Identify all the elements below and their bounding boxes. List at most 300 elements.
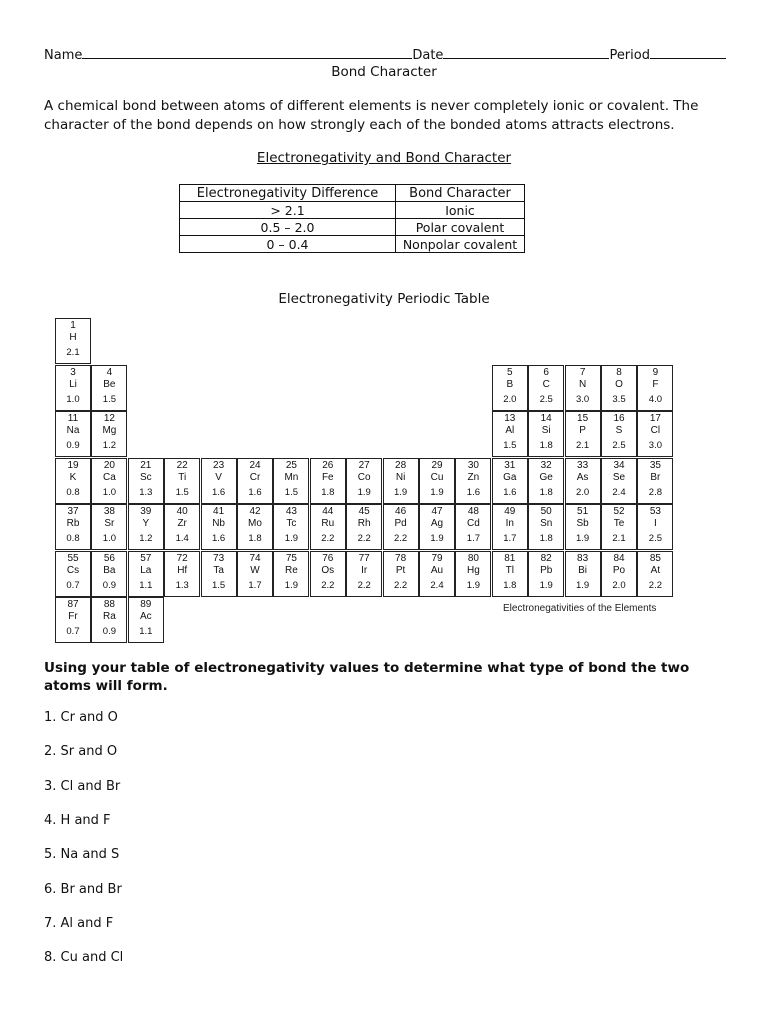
element-cell-sr [91,504,127,550]
atomic-number: 87 [67,599,79,610]
periodic-table-title: Electronegativity Periodic Table [278,291,490,307]
column-header: Bond Character [396,185,525,202]
atomic-number: 4 [106,366,113,378]
electronegativity-value: 1.9 [539,579,553,591]
electronegativity-value: 1.3 [175,579,189,591]
electronegativity-value: 2.0 [503,393,517,405]
element-cell-h [55,318,91,364]
electronegativity-value: 2.4 [612,486,626,498]
electronegativity-value: 2.2 [393,533,408,544]
element-cell-ac [128,597,164,643]
electronegativity-value: 2.5 [612,440,626,451]
electronegativity-value: 1.5 [102,393,116,405]
element-symbol: Cl [650,425,661,436]
question-item: 3. Cl and Br [44,778,121,794]
student-info-header [44,46,724,63]
atomic-number: 23 [213,459,225,471]
element-cell-mg [91,411,127,457]
atomic-number: 41 [213,506,225,517]
electronegativity-value: 1.8 [539,440,553,451]
electronegativity-value: 0.7 [66,626,80,637]
element-cell-fe [310,458,346,504]
electronegativity-value: 0.8 [66,486,80,498]
element-cell-rb [55,504,91,550]
atomic-number: 84 [613,552,625,564]
electronegativity-value: 0.9 [102,626,116,637]
element-symbol: Mn [284,471,299,483]
question-item: 8. Cu and Cl [44,950,124,966]
atomic-number: 51 [577,506,589,517]
column-header: Electronegativity Difference [180,185,396,202]
element-symbol: Na [66,425,80,436]
electronegativity-value: 1.2 [102,440,116,451]
electronegativity-value: 1.8 [539,486,553,498]
electronegativity-value: 2.0 [575,486,590,498]
atomic-number: 75 [285,552,297,564]
electronegativity-value: 1.6 [211,533,226,544]
element-symbol: Si [541,425,551,436]
element-cell-ru [310,504,346,550]
atomic-number: 45 [358,506,370,517]
element-symbol: Sb [576,518,589,529]
element-cell-ag [419,504,455,550]
element-symbol: Te [613,518,625,529]
electronegativity-value: 1.1 [139,626,153,637]
element-symbol: Cd [466,518,480,529]
electronegativity-value: 1.2 [139,533,153,544]
atomic-number: 33 [577,459,589,471]
element-cell-ni [383,458,419,504]
electronegativity-value: 2.2 [357,579,371,591]
element-cell-hg [455,551,491,597]
atomic-number: 28 [395,459,407,471]
element-cell-br [637,458,673,504]
atomic-number: 83 [577,552,589,564]
date-label: Date [412,48,444,63]
atomic-number: 74 [249,552,261,564]
electronegativity-value: 1.7 [248,579,262,591]
element-cell-sc [128,458,164,504]
electronegativity-value: 4.0 [648,393,662,405]
table-row [180,202,525,219]
question-item: 1. Cr and O [44,710,118,725]
electronegativity-value: 1.0 [102,486,116,498]
element-cell-al [492,411,528,457]
atomic-number: 27 [358,459,370,471]
electronegativity-value: 1.9 [575,579,590,591]
element-cell-fr [55,597,91,643]
electronegativity-value: 1.6 [503,486,517,498]
element-symbol: Pd [394,518,407,529]
element-symbol: Y [142,518,150,529]
element-cell-f [637,365,673,411]
atomic-number: 13 [504,413,516,424]
element-cell-zr [164,504,200,550]
electronegativity-value: 2.5 [648,533,662,544]
atomic-number: 37 [67,506,79,517]
element-symbol: Ag [430,518,444,529]
element-cell-w [237,551,273,597]
element-cell-li [55,365,91,411]
element-cell-ba [91,551,127,597]
element-symbol: Ta [213,564,224,576]
element-cell-cr [237,458,273,504]
atomic-number: 24 [249,459,261,471]
atomic-number: 29 [431,459,443,471]
atomic-number: 9 [652,366,659,378]
electronegativity-value: 1.9 [284,579,298,591]
element-symbol: Ni [395,471,406,483]
electronegativity-value: 2.2 [393,579,408,591]
element-cell-in [492,504,528,550]
element-symbol: C [542,378,550,390]
element-symbol: V [215,471,222,483]
electronegativity-value: 1.9 [466,579,480,591]
element-cell-ca [91,458,127,504]
atomic-number: 1 [70,320,76,331]
element-cell-pd [383,504,419,550]
electronegativity-value: 1.5 [175,486,189,498]
element-symbol: Ge [539,471,553,483]
electronegativity-value: 1.7 [503,533,517,544]
element-symbol: Li [69,378,77,390]
element-symbol: Ra [102,611,116,622]
atomic-number: 56 [103,552,115,564]
electronegativity-value: 3.5 [612,393,626,405]
element-cell-se [601,458,637,504]
element-symbol: Br [650,471,661,483]
atomic-number: 34 [613,459,625,471]
question-item: 5. Na and S [44,847,120,863]
element-symbol: Al [505,425,515,436]
atomic-number: 80 [467,552,479,564]
element-cell-p [565,411,601,457]
atomic-number: 72 [176,552,188,564]
element-cell-s [601,411,637,457]
table-cell: Nonpolar covalent [396,236,525,253]
question-item: 7. Al and F [44,915,114,931]
atomic-number: 49 [504,506,516,517]
element-cell-cd [455,504,491,550]
atomic-number: 77 [358,552,370,564]
element-symbol: Ca [102,471,116,483]
element-cell-au [419,551,455,597]
atomic-number: 15 [577,413,589,424]
element-cell-ti [164,458,200,504]
electronegativity-value: 1.5 [211,579,226,591]
element-cell-si [528,411,564,457]
element-cell-mn [273,458,309,504]
atomic-number: 30 [467,459,479,471]
element-symbol: I [654,518,657,529]
element-symbol: Ti [178,471,187,483]
atomic-number: 81 [504,552,516,564]
electronegativity-value: 1.3 [139,486,153,498]
element-cell-b [492,365,528,411]
name-label: Name [44,48,83,63]
electronegativity-value: 1.4 [175,533,189,544]
element-cell-ra [91,597,127,643]
atomic-number: 26 [322,459,334,471]
element-cell-ir [346,551,382,597]
table-row [180,236,525,253]
electronegativity-value: 0.9 [66,440,80,451]
element-cell-ta [201,551,237,597]
electronegativity-value: 2.2 [321,579,335,591]
electronegativity-value: 1.9 [430,533,444,544]
electronegativity-value: 2.2 [357,533,371,544]
electronegativity-value: 1.5 [503,440,517,451]
element-cell-tl [492,551,528,597]
electronegativity-value: 2.2 [648,579,662,591]
atomic-number: 6 [543,366,549,378]
atomic-number: 8 [616,366,622,378]
atomic-number: 79 [431,552,443,564]
electronegativity-value: 2.8 [648,486,662,498]
atomic-number: 42 [249,506,261,517]
atomic-number: 19 [67,459,79,471]
element-symbol: In [505,518,514,529]
intro-paragraph: A chemical bond between atoms of different elements is never completely ionic or covalent. The character of the bond depends on how strongly each of the bonded atoms attracts electrons. [44,98,699,133]
element-cell-na [55,411,91,457]
element-cell-co [346,458,382,504]
table-header-row [180,185,525,202]
element-cell-y [128,504,164,550]
element-cell-n [565,365,601,411]
atomic-number: 32 [540,459,552,471]
element-cell-sn [528,504,564,550]
atomic-number: 21 [140,459,152,471]
table-row [180,219,525,236]
electronegativity-value: 0.9 [102,579,116,591]
bond-table-caption: Electronegativity and Bond Character [256,150,512,166]
date-blank[interactable] [443,46,609,59]
period-label: Period [609,48,650,63]
atomic-number: 85 [649,552,661,564]
electronegativity-value: 1.8 [539,533,553,544]
electronegativity-value: 2.2 [321,533,335,544]
atomic-number: 17 [649,413,661,424]
element-cell-os [310,551,346,597]
element-symbol: Ba [103,564,116,576]
element-symbol: S [615,425,623,436]
element-cell-rh [346,504,382,550]
electronegativity-value: 1.9 [430,486,444,498]
electronegativity-value: 1.9 [284,533,298,544]
element-symbol: Be [103,378,116,390]
electronegativity-value: 2.0 [612,579,626,591]
element-cell-as [565,458,601,504]
electronegativity-value: 1.6 [211,486,226,498]
page-title: Bond Character [331,64,437,80]
atomic-number: 38 [103,506,115,517]
element-symbol: H [69,332,77,343]
element-cell-at [637,551,673,597]
element-cell-bi [565,551,601,597]
table-cell: Polar covalent [396,219,525,236]
atomic-number: 7 [579,366,586,378]
question-prompt: Using your table of electronegativity values to determine what type of bond the two atoms will form. [44,660,690,694]
electronegativity-value: 1.0 [66,393,80,405]
atomic-number: 20 [103,459,115,471]
element-symbol: Os [321,564,335,576]
element-symbol: La [140,564,152,576]
atomic-number: 16 [613,413,625,424]
electronegativity-value: 2.4 [430,579,444,591]
electronegativity-value: 1.6 [466,486,480,498]
element-cell-tc [273,504,309,550]
atomic-number: 48 [467,506,479,517]
element-symbol: Pt [395,564,406,576]
element-cell-sb [565,504,601,550]
element-symbol: Rh [357,518,371,529]
element-symbol: Sn [540,518,553,529]
atomic-number: 25 [285,459,297,471]
electronegativity-value: 1.8 [248,533,262,544]
element-symbol: Hg [466,564,480,576]
periodic-table-caption: Electronegativities of the Elements [503,603,657,614]
element-symbol: Zr [177,518,187,529]
element-cell-pt [383,551,419,597]
atomic-number: 39 [140,506,152,517]
element-symbol: Ga [503,471,517,483]
element-cell-zn [455,458,491,504]
atomic-number: 11 [67,413,79,424]
electronegativity-value: 1.5 [284,486,298,498]
electronegativity-value: 1.1 [139,579,153,591]
element-symbol: Zn [467,471,480,483]
element-cell-c [528,365,564,411]
atomic-number: 73 [213,552,225,564]
element-symbol: Hf [177,564,188,576]
atomic-number: 44 [322,506,334,517]
element-symbol: Cu [430,471,444,483]
atomic-number: 40 [176,506,188,517]
element-cell-po [601,551,637,597]
electronegativity-value: 2.1 [612,533,626,544]
atomic-number: 5 [507,366,513,378]
electronegativity-value: 3.0 [575,393,590,405]
element-symbol: Pb [540,564,553,576]
question-item: 4. H and F [44,812,111,828]
electronegativity-value: 1.8 [503,579,517,591]
element-symbol: At [650,564,661,576]
electronegativity-value: 1.8 [321,486,335,498]
element-symbol: Rb [66,518,80,529]
element-symbol: Tc [286,518,297,529]
question-item: 6. Br and Br [44,881,122,897]
atomic-number: 47 [431,506,443,517]
electronegativity-value: 3.0 [648,440,662,451]
electronegativity-value: 1.6 [248,486,262,498]
atomic-number: 52 [613,506,625,517]
atomic-number: 53 [649,506,661,517]
atomic-number: 46 [395,506,407,517]
atomic-number: 14 [540,413,552,424]
electronegativity-value: 1.9 [575,533,590,544]
element-symbol: F [652,378,659,390]
element-cell-v [201,458,237,504]
element-cell-re [273,551,309,597]
element-symbol: Co [357,471,371,483]
element-cell-te [601,504,637,550]
element-symbol: Ir [361,564,368,576]
element-cell-hf [164,551,200,597]
atomic-number: 12 [103,413,115,424]
atomic-number: 50 [540,506,552,517]
atomic-number: 57 [140,552,152,564]
table-cell: 0 – 0.4 [180,236,396,253]
element-cell-o [601,365,637,411]
electronegativity-value: 0.7 [66,579,80,591]
element-cell-pb [528,551,564,597]
element-symbol: Se [612,471,626,483]
table-cell: 0.5 – 2.0 [180,219,396,236]
element-cell-mo [237,504,273,550]
element-cell-cu [419,458,455,504]
electronegativity-value: 2.1 [575,440,590,451]
element-symbol: O [615,378,623,390]
element-symbol: N [578,378,587,390]
table-cell: > 2.1 [180,202,396,219]
atomic-number: 31 [504,459,516,471]
name-blank[interactable] [82,46,412,59]
atomic-number: 76 [322,552,334,564]
atomic-number: 78 [395,552,407,564]
element-cell-cs [55,551,91,597]
element-cell-nb [201,504,237,550]
element-symbol: W [250,564,260,576]
element-symbol: Sc [139,471,152,483]
element-symbol: Ac [139,611,152,622]
atomic-number: 82 [540,552,552,564]
element-symbol: Re [284,564,298,576]
element-symbol: K [69,471,77,483]
element-symbol: Mg [102,425,117,436]
element-cell-k [55,458,91,504]
atomic-number: 55 [67,552,79,564]
table-cell: Ionic [396,202,525,219]
element-symbol: Nb [212,518,225,529]
atomic-number: 3 [70,366,76,378]
question-item: 2. Sr and O [44,744,118,760]
bond-character-table [179,184,525,253]
element-symbol: P [579,425,586,436]
element-cell-ga [492,458,528,504]
atomic-number: 35 [649,459,661,471]
element-symbol: Cr [249,471,261,483]
element-symbol: Fe [321,471,334,483]
element-symbol: As [576,471,589,483]
element-symbol: Tl [505,564,514,576]
atomic-number: 89 [140,599,152,610]
electronegativity-value: 1.9 [393,486,408,498]
element-symbol: Cs [66,564,80,576]
electronegativity-value: 2.5 [539,393,553,405]
atomic-number: 22 [176,459,188,471]
period-blank[interactable] [650,46,726,59]
electronegativity-value: 1.0 [102,533,116,544]
element-symbol: Mo [248,518,262,529]
atomic-number: 88 [103,599,115,610]
electronegativity-value: 1.7 [466,533,480,544]
electronegativity-value: 0.8 [66,533,80,544]
atomic-number: 43 [285,506,297,517]
element-symbol: Bi [578,564,588,576]
element-symbol: B [506,378,514,390]
element-symbol: Au [430,564,444,576]
element-symbol: Ru [321,518,335,529]
